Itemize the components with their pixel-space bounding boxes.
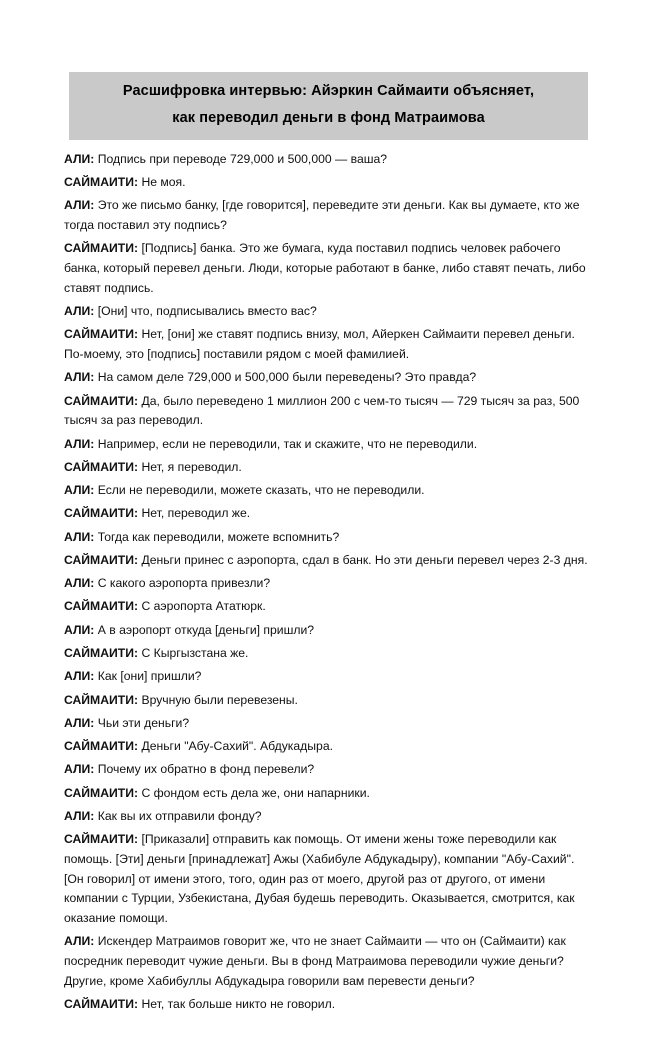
- speaker-label: АЛИ:: [64, 762, 95, 777]
- utterance-text: Чьи эти деньги?: [97, 715, 190, 730]
- utterance-text: А в аэропорт откуда [деньги] пришли?: [97, 622, 315, 637]
- page-title: [69, 72, 588, 140]
- transcript-turn: [64, 239, 593, 298]
- transcript-turn: [64, 196, 593, 236]
- speaker-label: САЙМАИТИ:: [64, 645, 139, 660]
- transcript-turn: [64, 551, 593, 571]
- speaker-label: САЙМАИТИ:: [64, 506, 139, 521]
- speaker-label: АЛИ:: [64, 436, 95, 451]
- utterance-text: [Приказали] отправить как помощь. От имени жены тоже переводили как помощь. [Эти] деньги [принадлежат] Ажы (Хабибуле Абдукадыру), компании "Абу-Сахий". [Он говорил] от имени этого, того, один раз от моего, другой раз от другого, от имени компании с Турции, Узбекистана, Дубая будешь переводить. Оказывается, смотрится, как оказание помощи.: [64, 832, 575, 926]
- transcript-turn: [64, 691, 593, 711]
- transcript-turn: [64, 150, 593, 170]
- transcript-turn: [64, 737, 593, 757]
- utterance-text: Как [они] пришли?: [97, 669, 202, 684]
- speaker-label: САЙМАИТИ:: [64, 832, 139, 847]
- utterance-text: [Подпись] банка. Это же бумага, куда поставил подпись человек рабочего банка, который перевел деньги. Люди, которые работают в банке, либо ставят печать, либо ставят подпись.: [64, 241, 586, 295]
- transcript-turn: [64, 644, 593, 664]
- utterance-text: С Кыргызстана же.: [141, 645, 249, 660]
- speaker-label: АЛИ:: [64, 370, 95, 385]
- utterance-text: Это же письмо банку, [где говорится], переведите эти деньги. Как вы думаете, кто же тогда поставил эту подпись?: [64, 198, 580, 232]
- speaker-label: АЛИ:: [64, 151, 95, 166]
- utterance-text: Почему их обратно в фонд перевели?: [97, 762, 315, 777]
- transcript-turn: [64, 621, 593, 641]
- page-title-line-1: Расшифровка интервью: Айэркин Саймаити объясняет,: [122, 83, 535, 99]
- speaker-label: АЛИ:: [64, 529, 95, 544]
- transcript-turn: [64, 667, 593, 687]
- utterance-text: Деньги принес с аэропорта, сдал в банк. Но эти деньги перевел через 2-3 дня.: [141, 552, 588, 567]
- utterance-text: Нет, я переводил.: [141, 459, 242, 474]
- speaker-label: АЛИ:: [64, 715, 95, 730]
- speaker-label: АЛИ:: [64, 669, 95, 684]
- speaker-label: САЙМАИТИ:: [64, 393, 139, 408]
- utterance-text: Тогда как переводили, можете вспомнить?: [97, 529, 340, 544]
- transcript-turn: [64, 932, 593, 991]
- transcript-turn: [64, 504, 593, 524]
- speaker-label: САЙМАИТИ:: [64, 241, 139, 256]
- speaker-label: САЙМАИТИ:: [64, 459, 139, 474]
- speaker-label: САЙМАИТИ:: [64, 327, 139, 342]
- page-title-line-2: как переводил деньги в фонд Матраимова: [172, 109, 485, 126]
- utterance-text: Вручную были перевезены.: [141, 692, 298, 707]
- speaker-label: АЛИ:: [64, 808, 95, 823]
- speaker-label: САЙМАИТИ:: [64, 739, 139, 754]
- speaker-label: АЛИ:: [64, 622, 95, 637]
- transcript-turn: [64, 368, 593, 388]
- transcript-turn: [64, 574, 593, 594]
- speaker-label: САЙМАИТИ:: [64, 692, 139, 707]
- transcript-turn: [64, 481, 593, 501]
- speaker-label: САЙМАИТИ:: [64, 997, 139, 1012]
- speaker-label: АЛИ:: [64, 303, 95, 318]
- utterance-text: Подпись при переводе 729,000 и 500,000 — ваша?: [97, 151, 388, 166]
- speaker-label: САЙМАИТИ:: [64, 599, 139, 614]
- transcript-turn: [64, 528, 593, 548]
- utterance-text: Нет, [они] же ставят подпись внизу, мол, Айеркен Саймаити перевел деньги. По-моему, это [подпись] поставили рядом с моей фамилией.: [64, 327, 575, 362]
- utterance-text: Нет, переводил же.: [141, 506, 251, 521]
- utterance-text: Деньги "Абу-Сахий". Абдукадыра.: [141, 739, 333, 754]
- utterance-text: Нет, так больше никто не говорил.: [141, 997, 336, 1012]
- utterance-text: Не моя.: [141, 174, 186, 189]
- utterance-text: С какого аэропорта привезли?: [97, 576, 271, 591]
- utterance-text: Например, если не переводили, так и скажите, что не переводили.: [97, 436, 478, 451]
- transcript-turn: [64, 302, 593, 322]
- utterance-text: Да, было переведено 1 миллион 200 с чем-то тысяч — 729 тысяч за раз, 500 тысяч за раз переводил.: [64, 393, 580, 428]
- utterance-text: Искендер Матраимов говорит же, что не знает Саймаити — что он (Саймаити) как посредник переводит чужие деньги. Вы в фонд Матраимова переводили чужие деньги? Другие, кроме Хабибуллы Абдукадыра говорили вам перевести деньги?: [64, 934, 566, 988]
- transcript-turn: [64, 392, 593, 432]
- speaker-label: САЙМАИТИ:: [64, 552, 139, 567]
- transcript-turn: [64, 597, 593, 617]
- speaker-label: САЙМАИТИ:: [64, 174, 139, 189]
- transcript-turn: [64, 714, 593, 734]
- transcript-turn: [64, 458, 593, 478]
- transcript-body: [64, 150, 593, 1015]
- utterance-text: С фондом есть дела же, они напарники.: [141, 785, 370, 800]
- speaker-label: АЛИ:: [64, 576, 95, 591]
- speaker-label: САЙМАИТИ:: [64, 785, 139, 800]
- transcript-turn: [64, 325, 593, 365]
- speaker-label: АЛИ:: [64, 934, 95, 949]
- speaker-label: АЛИ:: [64, 198, 95, 213]
- transcript-turn: [64, 807, 593, 827]
- utterance-text: На самом деле 729,000 и 500,000 были переведены? Это правда?: [97, 370, 477, 385]
- transcript-turn: [64, 784, 593, 804]
- utterance-text: [Они] что, подписывались вместо вас?: [97, 303, 317, 318]
- utterance-text: С аэропорта Ататюрк.: [141, 599, 266, 614]
- transcript-turn: [64, 995, 593, 1015]
- speaker-label: АЛИ:: [64, 483, 95, 498]
- utterance-text: Если не переводили, можете сказать, что не переводили.: [97, 483, 425, 498]
- utterance-text: Как вы их отправили фонду?: [97, 808, 262, 823]
- transcript-turn: [64, 830, 593, 929]
- transcript-turn: [64, 760, 593, 780]
- transcript-turn: [64, 435, 593, 455]
- transcript-turn: [64, 173, 593, 193]
